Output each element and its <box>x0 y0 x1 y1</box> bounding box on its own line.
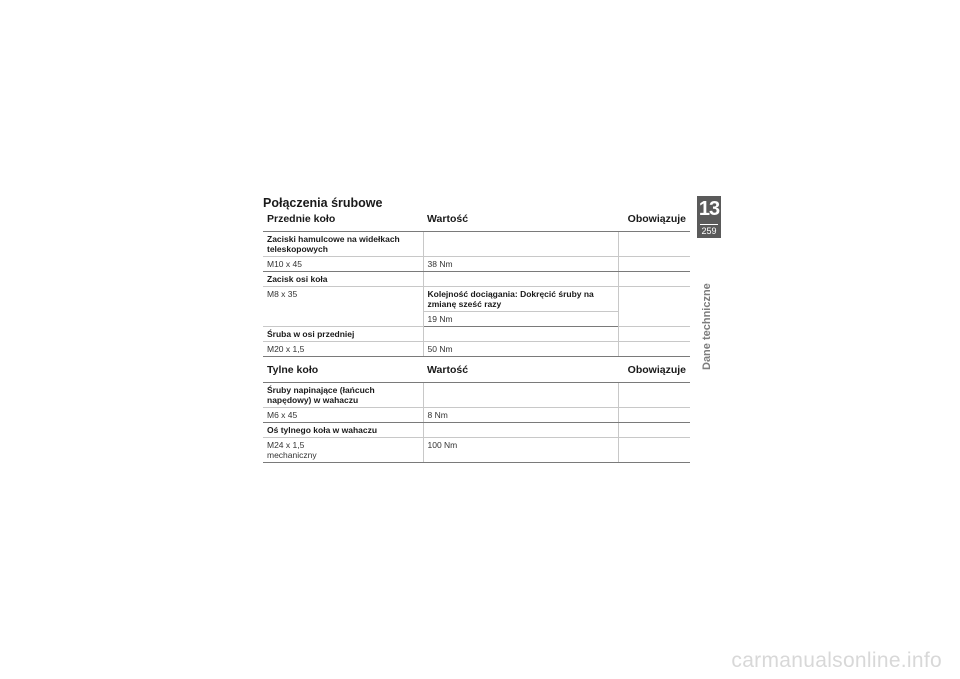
column-header: Przednie koło <box>263 210 423 232</box>
bolt-label: Zacisk osi koła <box>263 272 423 287</box>
table-row <box>263 327 690 342</box>
empty-cell <box>618 287 690 327</box>
watermark-text: carmanualsonline.info <box>731 649 942 672</box>
table-row <box>263 438 690 463</box>
bolt-size-type: mechaniczny <box>267 450 317 460</box>
empty-cell <box>423 327 618 342</box>
column-header: Obowiązuje <box>618 210 690 232</box>
front-wheel-table <box>263 210 690 357</box>
table-row <box>263 272 690 287</box>
bolt-label: Zaciski hamulcowe na widełkach teleskopowych <box>263 232 423 257</box>
table-row <box>263 383 690 408</box>
empty-cell <box>423 232 618 257</box>
bolt-label: Oś tylnego koła w wahaczu <box>263 423 423 438</box>
bolt-size: M10 x 45 <box>263 257 423 272</box>
empty-cell <box>618 438 690 463</box>
torque-value: 19 Nm <box>423 312 618 327</box>
empty-cell <box>618 257 690 272</box>
table-row <box>263 257 690 272</box>
table-row <box>263 423 690 438</box>
torque-value: 8 Nm <box>423 408 618 423</box>
bolt-size-line: M24 x 1,5 <box>267 440 305 450</box>
torque-value: 38 Nm <box>423 257 618 272</box>
bolt-size <box>263 438 423 463</box>
bolt-size: M6 x 45 <box>263 408 423 423</box>
empty-cell <box>618 327 690 342</box>
chapter-number: 13 <box>698 198 720 220</box>
table-header-row <box>263 210 690 232</box>
empty-cell <box>423 383 618 408</box>
empty-cell <box>618 232 690 257</box>
column-header: Wartość <box>423 210 618 232</box>
empty-cell <box>618 272 690 287</box>
bolt-label: Śruby napinające (łańcuch napędowy) w wahaczu <box>263 383 423 408</box>
torque-value: 100 Nm <box>423 438 618 463</box>
table-row <box>263 232 690 257</box>
column-header: Obowiązuje <box>618 361 690 383</box>
empty-cell <box>423 423 618 438</box>
column-header: Tylne koło <box>263 361 423 383</box>
empty-cell <box>618 383 690 408</box>
table-header-row <box>263 361 690 383</box>
bolt-label: Śruba w osi przedniej <box>263 327 423 342</box>
tightening-note: Kolejność dociągania: Dokręcić śruby na zmianę sześć razy <box>423 287 618 312</box>
table-row <box>263 287 690 312</box>
tab-divider <box>700 224 718 225</box>
empty-cell <box>423 272 618 287</box>
bolt-size: M8 x 35 <box>263 287 423 327</box>
column-header: Wartość <box>423 361 618 383</box>
empty-cell <box>618 342 690 357</box>
rear-wheel-table <box>263 361 690 463</box>
side-section-label: Dane techniczne <box>701 283 713 370</box>
table-row <box>263 408 690 423</box>
empty-cell <box>618 423 690 438</box>
table-row <box>263 342 690 357</box>
empty-cell <box>618 408 690 423</box>
bolt-size: M20 x 1,5 <box>263 342 423 357</box>
section-title: Połączenia śrubowe <box>263 196 383 210</box>
torque-value: 50 Nm <box>423 342 618 357</box>
page-number: 259 <box>701 226 717 236</box>
